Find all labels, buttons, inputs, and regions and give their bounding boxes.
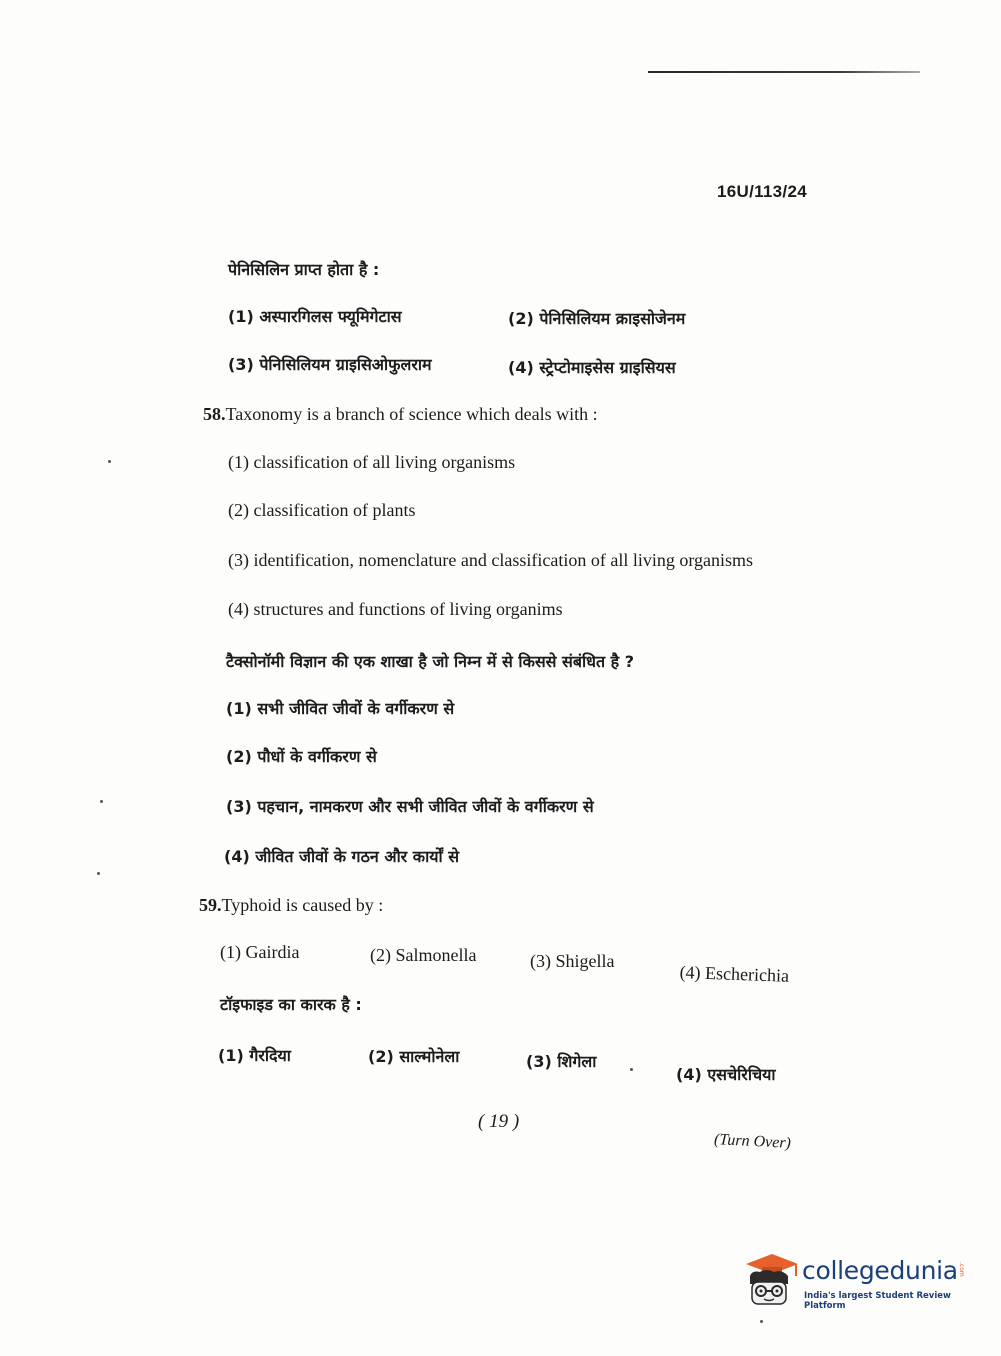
q59-hindi-option-3: (3) शिगेला	[526, 1052, 597, 1071]
q59-question	[199, 895, 383, 916]
q59-hindi-option-2: (2) साल्मोनेला	[368, 1047, 460, 1066]
q57-hindi-option-4: (4) स्ट्रेप्टोमाइसेस ग्राइसियस	[508, 358, 676, 377]
scan-speck	[97, 872, 100, 875]
logo-name: collegedunia	[802, 1256, 958, 1285]
page-number: ( 19 )	[478, 1111, 520, 1132]
q57-hindi-stem: पेनिसिलिन प्राप्त होता है :	[228, 260, 380, 279]
q58-hindi-option-3: (3) पहचान, नामकरण और सभी जीवित जीवों के वर्गीकरण से	[226, 797, 594, 816]
q58-option-3: (3) identification, nomenclature and classification of all living organisms	[228, 550, 754, 570]
q58-hindi-option-2: (2) पौधों के वर्गीकरण से	[226, 747, 377, 766]
q58-hindi-option-4: (4) जीवित जीवों के गठन और कार्यों से	[224, 847, 460, 866]
q58-hindi-option-1: (1) सभी जीवित जीवों के वर्गीकरण से	[226, 699, 455, 718]
q58-option-2: (2) classification of plants	[228, 500, 416, 520]
q57-hindi-option-1: (1) अस्पारगिलस फ्यूमिगेटास	[228, 307, 402, 326]
q59-hindi-stem: टॉइफाइड का कारक है :	[220, 995, 362, 1014]
q58-question	[203, 404, 598, 425]
logo-suffix: .com	[958, 1262, 965, 1277]
top-rule	[648, 71, 920, 73]
q59-option-1: (1) Gairdia	[220, 942, 300, 962]
q58-hindi-stem: टैक्सोनॉमी विज्ञान की एक शाखा है जो निम्न में से किससे संबंधित है ?	[226, 652, 635, 671]
q58-option-4: (4) structures and functions of living organims	[228, 599, 563, 619]
collegedunia-logo	[742, 1250, 972, 1310]
q58-stem: Taxonomy is a branch of science which deals with :	[225, 404, 598, 424]
q59-option-3: (3) Shigella	[530, 951, 615, 971]
q57-hindi-option-3: (3) पेनिसिलियम ग्राइसिओफुलराम	[228, 355, 432, 374]
logo-tagline: India's largest Student Review Platform	[804, 1291, 951, 1311]
q59-hindi-option-1: (1) गैरदिया	[218, 1046, 291, 1065]
q59-stem: Typhoid is caused by :	[221, 895, 384, 915]
q58-number: 58.	[203, 404, 226, 424]
q59-option-4: (4) Escherichia	[679, 962, 790, 986]
paper-code: 16U/113/24	[717, 182, 807, 201]
logo-mascot-icon	[742, 1250, 800, 1310]
scan-speck	[760, 1320, 763, 1323]
q58-option-1: (1) classification of all living organisms	[228, 452, 516, 472]
q59-number: 59.	[199, 895, 222, 915]
q57-hindi-option-2: (2) पेनिसिलियम क्राइसोजेनम	[508, 309, 686, 328]
scan-speck	[108, 460, 111, 463]
scan-speck	[100, 800, 103, 803]
turn-over-note: (Turn Over)	[713, 1131, 792, 1153]
q59-option-2: (2) Salmonella	[370, 945, 477, 965]
scan-speck	[630, 1068, 633, 1071]
q59-hindi-option-4: (4) एसचेरिचिया	[676, 1065, 776, 1084]
